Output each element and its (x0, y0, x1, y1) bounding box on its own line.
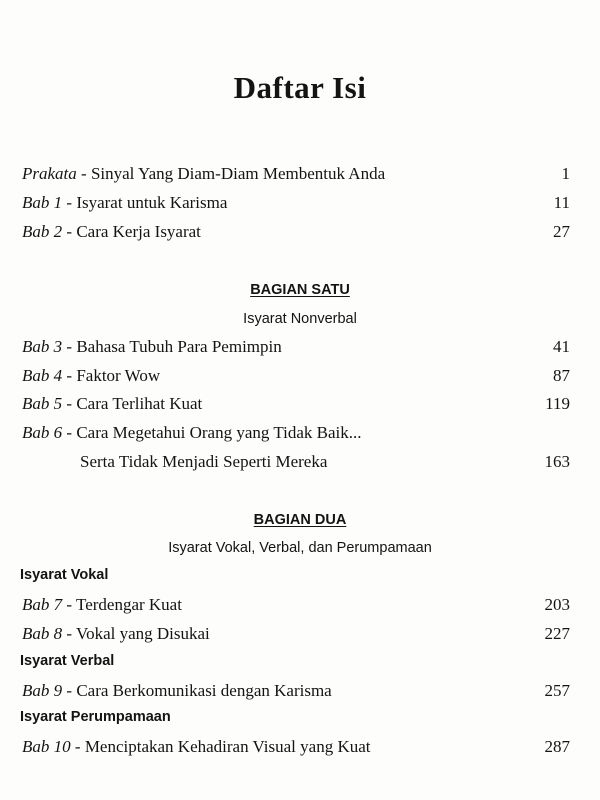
separator: - (62, 337, 77, 356)
separator: - (62, 681, 77, 700)
toc-entry-label (22, 364, 160, 388)
chapter-number: Bab 8 (22, 624, 63, 643)
toc-entry-label (22, 162, 385, 186)
separator: - (62, 366, 77, 385)
toc-entry-bab-10 (22, 735, 570, 759)
toc-entry-bab-3 (22, 335, 570, 359)
toc-entry-bab-8 (22, 622, 570, 646)
toc-entry-bab-6 (22, 421, 570, 445)
chapter-number: Bab 9 (22, 681, 63, 700)
page-number: 287 (544, 737, 570, 756)
toc-entry-label (22, 735, 371, 759)
chapter-number: Bab 10 (22, 737, 71, 756)
chapter-number: Bab 6 (22, 423, 63, 442)
toc-entry-label (22, 593, 182, 617)
toc-entry-bab-4 (22, 364, 570, 388)
chapter-number: Bab 5 (22, 394, 63, 413)
chapter-number: Bab 1 (22, 193, 63, 212)
page-number: 227 (544, 624, 570, 643)
separator: - (62, 222, 77, 241)
chapter-number: Bab 3 (22, 337, 63, 356)
part-two-subtitle: Isyarat Vokal, Verbal, dan Perumpamaan (168, 540, 432, 556)
separator: - (70, 737, 85, 756)
toc-entry-label (22, 220, 201, 244)
page-title: Daftar Isi (233, 70, 367, 105)
toc-entry-prakata (22, 162, 570, 186)
toc-entry-bab-1 (22, 191, 570, 215)
page-number: 27 (553, 222, 570, 241)
toc-entry-bab-9 (22, 679, 570, 703)
page-number: 87 (553, 366, 570, 385)
separator: - (76, 164, 91, 183)
toc-entry-bab-2 (22, 220, 570, 244)
separator: - (62, 595, 76, 614)
page-number: 257 (544, 681, 570, 700)
toc-entry-label (22, 679, 332, 703)
page-number: 11 (553, 193, 570, 212)
chapter-number: Bab 7 (22, 595, 63, 614)
chapter-title: Cara Kerja Isyarat (76, 222, 201, 241)
chapter-title: Isyarat untuk Karisma (76, 193, 228, 212)
chapter-number: Prakata (22, 164, 77, 183)
chapter-title: Vokal yang Disukai (76, 624, 210, 643)
toc-entry-label (22, 622, 210, 646)
chapter-title: Terdengar Kuat (76, 595, 182, 614)
toc-entry-label (22, 335, 282, 359)
separator: - (62, 624, 76, 643)
toc-entry-label (22, 421, 362, 445)
section-heading-vokal: Isyarat Vokal (20, 567, 109, 583)
toc-entry-bab-7 (22, 593, 570, 617)
page-number: 41 (553, 337, 570, 356)
chapter-number: Bab 4 (22, 366, 63, 385)
chapter-title: Bahasa Tubuh Para Pemimpin (76, 337, 282, 356)
page-number: 163 (544, 452, 570, 471)
chapter-title: Cara Megetahui Orang yang Tidak Baik... (76, 423, 362, 442)
separator: - (62, 394, 77, 413)
page-number: 1 (561, 164, 570, 183)
page-number: 203 (544, 595, 570, 614)
part-one-title: BAGIAN SATU (250, 282, 350, 298)
separator: - (62, 423, 77, 442)
toc-entry-bab-5 (22, 392, 570, 416)
chapter-title: Cara Terlihat Kuat (76, 394, 203, 413)
section-heading-perumpamaan: Isyarat Perumpamaan (20, 709, 171, 725)
toc-entry-label (22, 392, 202, 416)
section-heading-verbal: Isyarat Verbal (20, 653, 115, 669)
toc-entry-bab-6-continuation (22, 450, 570, 474)
chapter-number: Bab 2 (22, 222, 63, 241)
chapter-title-continuation: Serta Tidak Menjadi Seperti Mereka (80, 452, 328, 471)
toc-entry-label (22, 191, 227, 215)
page-number: 119 (545, 394, 570, 413)
part-one-subtitle: Isyarat Nonverbal (243, 311, 357, 327)
chapter-title: Faktor Wow (76, 366, 161, 385)
separator: - (62, 193, 77, 212)
part-two-title: BAGIAN DUA (253, 512, 347, 528)
chapter-title: Sinyal Yang Diam-Diam Membentuk Anda (90, 164, 386, 183)
chapter-title: Cara Berkomunikasi dengan Karisma (76, 681, 332, 700)
chapter-title: Menciptakan Kehadiran Visual yang Kuat (84, 737, 371, 756)
